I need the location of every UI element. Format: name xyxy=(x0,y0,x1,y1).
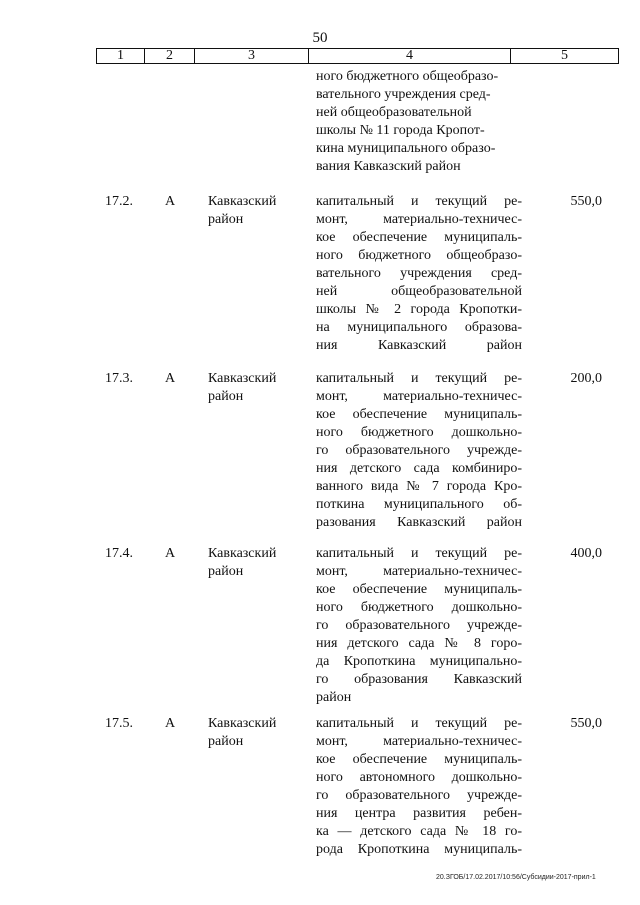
continued-description: ного бюджетного общеобразо- вательного учреждения сред- ней общеобразовательной школы № 11 города Кропот- кина муниципального образо- вания Кавказский район xyxy=(316,69,499,174)
row-description: капитальный и текущий ре- монт, материально-техничес- кое обеспечение муниципаль- ного бюджетного дошкольно- го образовательного учрежде- ния детского сада № 8 горо- да Кропоткина муниципально- го образования Кавказский район xyxy=(316,546,522,705)
row-region: Кавказский район xyxy=(208,371,277,404)
row-number: 17.2. xyxy=(105,194,133,209)
row-letter: А xyxy=(165,716,176,731)
row-description: капитальный и текущий ре- монт, материально-техничес- кое обеспечение муниципаль- ного бюджетного общеобразо- вательного учреждения сред- ней общеобразовательной школы № 2 города Кропотки- на муниципального образова- ния Кавказский район xyxy=(316,194,522,353)
row-number: 17.3. xyxy=(105,371,133,386)
column-header-row xyxy=(96,48,619,64)
column-header-5: 5 xyxy=(561,48,568,63)
row-amount: 200,0 xyxy=(570,371,602,386)
row-letter: А xyxy=(165,371,176,386)
row-description: капитальный и текущий ре- монт, материально-техничес- кое обеспечение муниципаль- ного бюджетного дошкольно- го образовательного учрежде- ния детского сада комбиниро- ванного вида № 7 города Кро- поткина муниципального об- разования Кавказский район xyxy=(316,371,522,530)
page-number: 50 xyxy=(312,30,328,46)
column-header-4: 4 xyxy=(309,49,511,63)
column-header-2: 2 xyxy=(145,49,195,63)
row-number: 17.4. xyxy=(105,546,133,561)
footer-document-code: 20.ЗГОБ/17.02.2017/10:56/Субсидии-2017-прил-1 xyxy=(436,874,596,881)
row-amount: 550,0 xyxy=(570,716,602,731)
row-amount: 550,0 xyxy=(570,194,602,209)
row-region: Кавказский район xyxy=(208,546,277,579)
row-region: Кавказский район xyxy=(208,194,277,227)
row-region: Кавказский район xyxy=(208,716,277,749)
column-header-3: 3 xyxy=(195,49,309,63)
row-description: капитальный и текущий ре- монт, материально-техничес- кое обеспечение муниципаль- ного автономного дошкольно- го образовательного учрежде- ния центра развития ребен- ка — детского сада № 18 го- рода Кропоткина муниципаль- xyxy=(316,716,522,857)
row-number: 17.5. xyxy=(105,716,133,731)
row-letter: А xyxy=(165,194,176,209)
column-header-1: 1 xyxy=(97,49,145,63)
row-amount: 400,0 xyxy=(570,546,602,561)
row-letter: А xyxy=(165,546,176,561)
